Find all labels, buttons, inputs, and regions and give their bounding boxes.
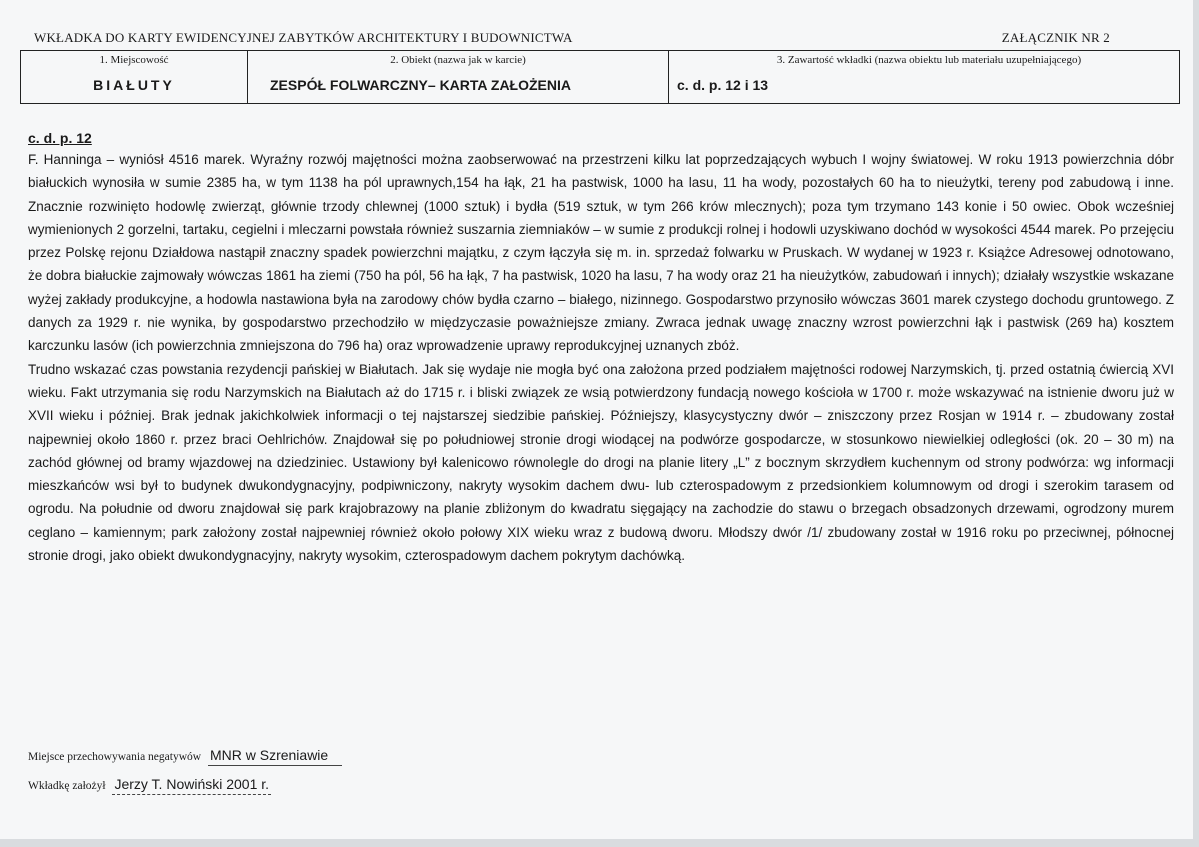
record-fields-table bbox=[20, 50, 1180, 104]
author-label: Wkładkę założył bbox=[28, 780, 106, 792]
content-label: 3. Zawartość wkładki (nazwa obiektu lub materiału uzupełniającego) bbox=[776, 54, 1082, 66]
scan-edge-right bbox=[1193, 0, 1199, 847]
storage-label: Miejsce przechowywania negatywów bbox=[28, 751, 202, 763]
storage-value: MNR w Szreniawie bbox=[208, 747, 342, 766]
place-value: BIAŁUTY bbox=[93, 77, 175, 93]
document-body bbox=[28, 128, 1174, 567]
place-label: 1. Miejscowość bbox=[99, 54, 169, 66]
place-cell bbox=[21, 51, 248, 103]
section-title: c. d. p. 12 bbox=[28, 130, 92, 146]
negatives-storage-line bbox=[28, 747, 342, 766]
paragraph-2: Trudno wskazać czas powstania rezydencji pańskiej w Białutach. Jak się wydaje nie mogła być ona założona przed podziałem majętności rodowej Narzymskich, tj. przed ostatnią ćwiercią XVI wieku. Fakt utrzymania się rodu Narzymskich na Białutach aż do 1715 r. i bliski związek ze wsią potwierdzony fundacją nowego kościoła w 1700 r. może wskazywać na istnienie dworu już w XVII wieku i później. Brak jednak jakichkolwiek informacji o tej najstarszej siedzibie pańskiej. Późniejszy, klasycystyczny dwór – zniszczony przez Rosjan w 1914 r. – zbudowany został najpewniej około 1860 r. przez braci Oehlrichów. Znajdował się po południowej stronie drogi wiodącej na podwórze gospodarcze, w stosunkowo niewielkiej odległości (ok. 20 – 30 m) na zachód głównej od bramy wjazdowej na dziedziniec. Ustawiony był kalenicowo równolegle do drogi na planie litery „L” z bocznym skrzydłem kuchennym od strony podwórza: wg informacji mieszkańców wsi był to budynek dwukondygnacyjny, podpiwniczony, nakryty wysokim dachem dwu- lub czterospadowym z przedsionkiem kolumnowym od drogi i szerokim tarasem od ogrodu. Na południe od dworu znajdował się park krajobrazowy na planie zbliżonym do kwadratu sięgający na zachodzie do stawu o brzegach obsadzonych drzewami, ogrodzony murem ceglano – kamiennym; park założony został najpewniej również około połowy XIX wieku wraz z budową dworu. Młodszy dwór /1/ zbudowany został w 1916 roku po przeciwnej, północnej stronie drogi, jako obiekt dwukondygnacyjny, nakryty wysokim, czterospadowym dachem pokrytym dachówką. bbox=[28, 361, 1174, 564]
paragraph-1: F. Hanninga – wyniósł 4516 marek. Wyraźny rozwój majętności można zaobserwować na przestrzeni kilku lat poprzedzających wybuch I wojny światowej. W roku 1913 powierzchnia dóbr białuckich wynosiła w sumie 2385 ha, w tym 1138 ha pól uprawnych,154 ha łąk, 21 ha pastwisk, 1000 ha lasu, 11 ha wody, pozostałych 60 ha to nieużytki, tereny pod zabudową i inne. Znacznie rozwinięto hodowlę zwierząt, głównie trzody chlewnej (1000 sztuk) i bydła (519 sztuk, w tym 266 krów mlecznych); poza tym trzymano 143 konie i 50 owiec. Obok wcześniej wymienionych 2 gorzelni, tartaku, cegielni i mleczarni powstała również suszarnia ziemniaków – w sumie z produkcji rolnej i hodowli uzyskiwano dochód w wysokości 4544 marek. Po przejęciu przez Polskę rejonu Działdowa nastąpił znaczny spadek powierzchni majątku, z czym łączyła się m. in. sprzedaż folwarku w Pruskach. W wydanej w 1923 r. Książce Adresowej odnotowano, że dobra białuckie zajmowały wówczas 1861 ha ziemi (750 ha pól, 56 ha łąk, 7 ha pastwisk, 1020 ha lasu, 7 ha wody oraz 21 ha nieużytków, zabudowań i innych); działały wszystkie wskazane wyżej zakłady produkcyjne, a hodowla nastawiona była na zarodowy chów bydła czarno – białego, nizinnego. Gospodarstwo przynosiło wówczas 3601 marek czystego dochodu gruntowego. Z danych za 1929 r. nie wynika, by gospodarstwo przechodziło w międzyczasie poważniejsze zmiany. Zwraca jednak uwagę znaczny wzrost powierzchni łąk i pastwisk (269 ha) kosztem karczunku lasów (ich powierzchnia zmniejszona do 796 ha) oraz wprowadzenie uprawy reprodukcyjnej uznanych zbóż. bbox=[28, 152, 1174, 354]
object-cell bbox=[248, 51, 669, 103]
content-cell bbox=[669, 51, 1179, 103]
author-line bbox=[28, 776, 271, 795]
attachment-number: ZAŁĄCZNIK NR 2 bbox=[1001, 30, 1110, 45]
author-value: Jerzy T. Nowiński 2001 r. bbox=[112, 776, 271, 795]
document-title: WKŁADKA DO KARTY EWIDENCYJNEJ ZABYTKÓW ARCHITEKTURY I BUDOWNICTWA bbox=[34, 30, 573, 45]
content-value: c. d. p. 12 i 13 bbox=[677, 77, 769, 93]
object-value: ZESPÓŁ FOLWARCZNY– KARTA ZAŁOŻENIA bbox=[270, 77, 571, 93]
scan-edge-bottom bbox=[0, 839, 1199, 847]
object-label: 2. Obiekt (nazwa jak w karcie) bbox=[390, 54, 526, 66]
